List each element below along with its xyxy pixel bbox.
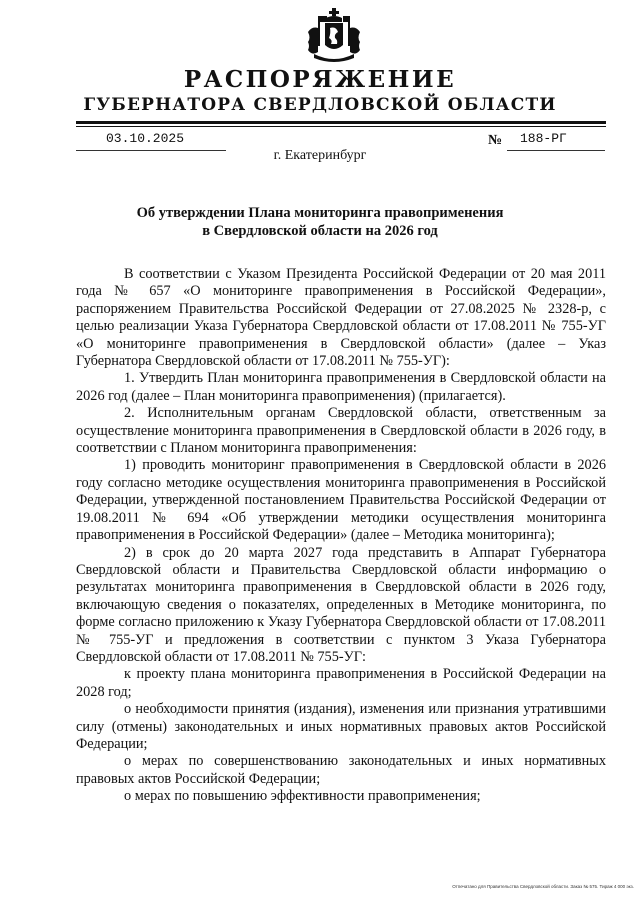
paragraph-proposal-1: к проекту плана мониторинга правоприменения в Российской Федерации на 2028 год; [76, 666, 606, 700]
paragraph-proposal-3: о мерах по совершенствованию законодательных и иных нормативных правовых актов Российской Федерации; [76, 753, 606, 787]
paragraph-proposal-2: о необходимости принятия (издания), изменения или признания утратившими силу (отмены) законодательных и иных нормативных правовых актов Российской Федерации; [76, 701, 606, 752]
heading-line-1: Об утверждении Плана мониторинга правоприменения [136, 205, 504, 221]
document-heading [0, 204, 640, 240]
paragraph-subitem-2: 2) в срок до 20 марта 2027 года представить в Аппарат Губернатора Свердловской области и Правительства Свердловской области информацию о результатах мониторинга правоприменения в Свердловской области в 2026 году, включающую сведения о показателях, определенных в Методике мониторинга, по форме согласно приложению к Указу Губернатора Свердловской области от 17.08.2011 № 755-УГ и предложения в соответствии с пунктом 3 Указа Губернатора Свердловской области от 17.08.2011 № 755-УГ: [76, 544, 606, 665]
print-footer: Отпечатано для Правительства Свердловской области. Заказ № 575. Тираж 4 000 экз. [452, 884, 634, 889]
number-sign: № [488, 133, 503, 148]
heading-line-2: в Свердловской области на 2026 год [202, 223, 438, 239]
city: г. Екатеринбург [273, 148, 367, 163]
paragraph-preamble: В соответствии с Указом Президента Российской Федерации от 20 мая 2011 года № 657 «О мониторинге правоприменения в Российской Федерации», распоряжением Правительства Российской Федерации от 27.08.2025 № 2328-р, с целью реализации Указа Губернатора Свердловской области от 17.08.2011 № 755-УГ «О мониторинге правоприменения в Свердловской области» (далее – Указ Губернатора Свердловской области от 17.08.2011 № 755-УГ): [76, 266, 606, 370]
issuer-title: ГУБЕРНАТОРА СВЕРДЛОВСКОЙ ОБЛАСТИ [83, 95, 557, 115]
coat-of-arms-icon [306, 6, 362, 64]
paragraph-subitem-1: 1) проводить мониторинг правоприменения в Свердловской области в 2026 году согласно методике осуществления мониторинга правоприменения в Российской Федерации, утвержденной постановлением Правительства Российской Федерации от 19.08.2011 № 694 «Об утверждении методики осуществления мониторинга правоприменения в Российской Федерации» (далее – Методика мониторинга); [76, 457, 606, 544]
paragraph-proposal-4: о мерах по повышению эффективности правоприменения; [124, 788, 481, 805]
document-date: 03.10.2025 [106, 131, 185, 146]
document-type-title: РАСПОРЯЖЕНИЕ [183, 66, 457, 93]
header-rule-thin [76, 126, 606, 127]
paragraph-item-1: 1. Утвердить План мониторинга правоприменения в Свердловской области на 2026 год (далее – План мониторинга правоприменения) (прилагается). [76, 370, 606, 404]
header-rule-thick [76, 121, 606, 124]
document-number: 188-РГ [520, 131, 567, 146]
document-body [76, 266, 606, 806]
paragraph-item-2: 2. Исполнительным органам Свердловской области, ответственным за осуществление мониторинга правоприменения в Свердловской области в 2026 году, в соответствии с Планом мониторинга правоприменения: [76, 405, 606, 457]
